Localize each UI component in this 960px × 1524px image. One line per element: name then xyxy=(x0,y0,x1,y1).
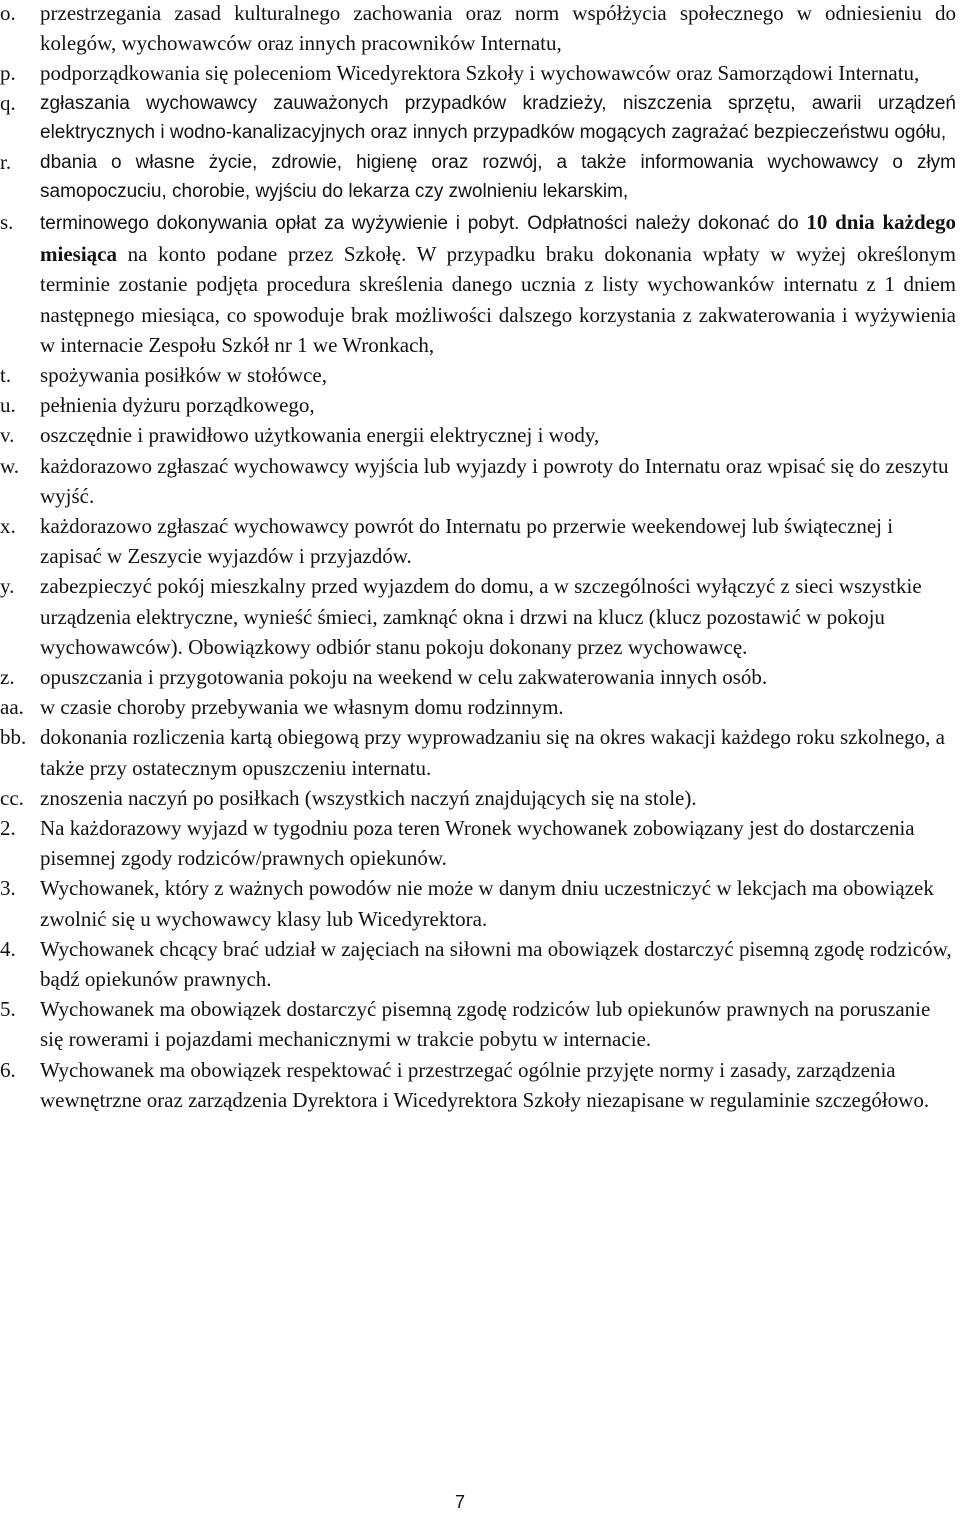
list-marker: u. xyxy=(0,393,16,418)
list-item-6 xyxy=(0,1055,960,1115)
list-item-s xyxy=(0,207,960,360)
list-item-text: każdorazowo zgłaszać wychowawcy wyjścia lub wyjazdy i powroty do Internatu oraz wpisać się do zeszytu wyjść. xyxy=(40,453,949,508)
list-item-5 xyxy=(0,994,960,1054)
list-marker: t. xyxy=(0,363,12,387)
list-item-text: Wychowanek ma obowiązek respektować i przestrzegać ogólnie przyjęte normy i zasady, zarządzenia wewnętrzne oraz zarządzenia Dyrektora i Wicedyrektora Szkoły niezapisane w regulaminie szczegółowo. xyxy=(40,1057,930,1112)
list-item-text: opuszczania i przygotowania pokoju na weekend w celu zakwaterowania innych osób. xyxy=(40,665,768,690)
list-marker: w. xyxy=(0,453,20,478)
list-item-text: dokonania rozliczenia kartą obiegową przy wyprowadzaniu się na okres wakacji każdego roku szkolnego, a także przy ostatecznym opuszczeniu internatu. xyxy=(40,725,945,780)
list-item-text: pełnienia dyżuru porządkowego, xyxy=(40,393,315,418)
list-marker: s. xyxy=(0,209,14,234)
list-marker: z. xyxy=(0,665,15,690)
list-item-text: Wychowanek ma obowiązek dostarczyć pisemną zgodę rodziców lub opiekunów prawnych na poruszanie się rowerami i pojazdami mechanicznymi w trakcie pobytu w internacie. xyxy=(40,997,931,1052)
list-marker: 4. xyxy=(0,936,16,961)
list-item-text-payment: Odpłatności należy dokonać do xyxy=(519,212,807,234)
list-item-text: przestrzegania zasad kulturalnego zachowania oraz norm współżycia społecznego w odniesieniu do kolegów, wychowawców oraz innych pracowników Internatu, xyxy=(40,1,956,56)
list-marker: q. xyxy=(0,90,16,115)
list-item-3 xyxy=(0,873,960,933)
list-item-text: zabezpieczyć pokój mieszkalny przed wyjazdem do domu, a w szczególności wyłączyć z sieci wszystkie urządzenia elektryczne, wynieść śmieci, zamknąć okna i drzwi na klucz (klucz pozostawić w pokoju wychowawców). Obowiązkowy odbiór stanu pokoju dokonany przez wychowawcę. xyxy=(40,574,922,659)
list-item-text: dbania o własne życie, zdrowie, higienę oraz rozwój, a także informowania wychowawcy o złym samopoczuciu, chorobie, wyjściu do lekarza czy zwolnieniu lekarskim, xyxy=(40,151,956,203)
list-item-p xyxy=(0,58,960,88)
list-item-u xyxy=(0,390,960,420)
list-marker: v. xyxy=(0,423,15,448)
list-item-text-rest: na konto podane przez Szkołę. W przypadku braku dokonania wpłaty w wyżej określonym terminie zostanie podjęta procedura skreślenia danego ucznia z listy wychowanków internatu z 1 dniem następnego miesiąca, co spowoduje brak możliwości dalszego korzystania z zakwaterowania i wyżywienia w internacie Zespołu Szkół nr 1 we Wronkach, xyxy=(40,242,956,357)
list-marker: r. xyxy=(0,149,12,174)
list-marker: cc. xyxy=(0,785,24,810)
list-item-q xyxy=(0,89,960,148)
list-marker: p. xyxy=(0,61,16,86)
list-item-cc xyxy=(0,783,960,813)
payment-deadline: 10 dnia każdego miesiąca xyxy=(40,209,956,267)
list-marker: y. xyxy=(0,574,15,599)
list-marker: aa. xyxy=(0,695,24,720)
list-item-text-intro: terminowego dokonywania opłat za wyżywienie i pobyt. xyxy=(40,212,520,234)
list-item-2 xyxy=(0,813,960,873)
list-marker: 6. xyxy=(0,1057,16,1082)
list-item-text: podporządkowania się poleceniom Wicedyrektora Szkoły i wychowawców oraz Samorządowi Internatu, xyxy=(40,61,920,86)
list-item-aa xyxy=(0,692,960,722)
list-item-text: Na każdorazowy wyjazd w tygodniu poza teren Wronek wychowanek zobowiązany jest do dostarczenia pisemnej zgody rodziców/prawnych opiekunów. xyxy=(40,816,915,871)
list-marker: bb. xyxy=(0,725,27,750)
list-marker: 5. xyxy=(0,997,16,1022)
list-item-o xyxy=(0,0,960,58)
list-item-r xyxy=(0,148,960,207)
list-item-text: każdorazowo zgłaszać wychowawcy powrót do Internatu po przerwie weekendowej lub świątecznej i zapisać w Zeszycie wyjazdów i przyjazdów. xyxy=(40,514,894,569)
list-item-z xyxy=(0,662,960,692)
list-item-text: zgłaszania wychowawcy zauważonych przypadków kradzieży, niszczenia sprzętu, awarii urządzeń elektrycznych i wodno-kanalizacyjnych oraz innych przypadków mogących zagrażać bezpieczeństwu ogółu, xyxy=(40,92,956,144)
list-item-4 xyxy=(0,934,960,994)
list-item-w xyxy=(0,451,960,511)
page-number: 7 xyxy=(454,1492,465,1512)
list-marker: 2. xyxy=(0,816,16,841)
list-item-t xyxy=(0,360,960,390)
list-item-text: w czasie choroby przebywania we własnym domu rodzinnym. xyxy=(40,695,564,720)
list-item-text: Wychowanek, który z ważnych powodów nie może w danym dniu uczestniczyć w lekcjach ma obowiązek zwolnić się u wychowawcy klasy lub Wicedyrektora. xyxy=(40,876,934,931)
list-marker: 3. xyxy=(0,876,16,901)
list-item-text: oszczędnie i prawidłowo użytkowania energii elektrycznej i wody, xyxy=(40,423,600,448)
list-item-bb xyxy=(0,722,960,782)
list-marker: o. xyxy=(0,1,16,25)
list-item-y xyxy=(0,571,960,662)
list-item-v xyxy=(0,420,960,450)
list-item-x xyxy=(0,511,960,571)
list-item-text: znoszenia naczyń po posiłkach (wszystkich naczyń znajdujących się na stole). xyxy=(40,785,697,810)
list-item-text: Wychowanek chcący brać udział w zajęciach na siłowni ma obowiązek dostarczyć pisemną zgodę rodziców, bądź opiekunów prawnych. xyxy=(40,936,952,992)
list-item-text: spożywania posiłków w stołówce, xyxy=(40,363,327,387)
list-marker: x. xyxy=(0,514,16,539)
